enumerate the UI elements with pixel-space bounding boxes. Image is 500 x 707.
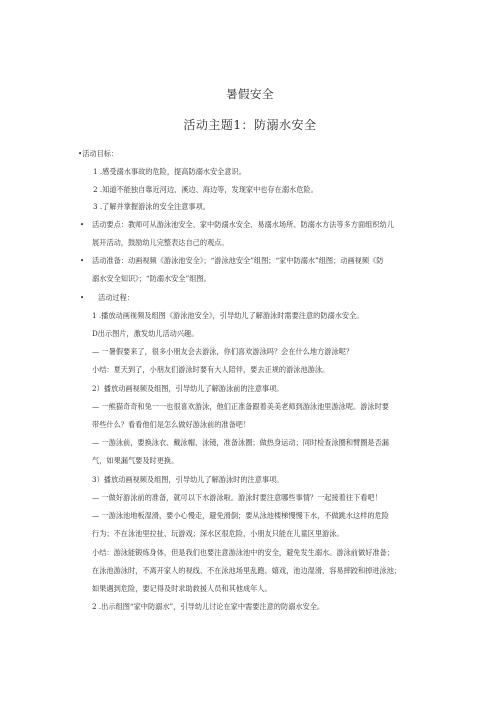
summary-line-1: 小结：游泳能锻炼身体，但是我们也要注意游泳池中的安全，避免发生溺水。游泳前做好准备； xyxy=(92,548,394,557)
objectives-label: •活动目标： xyxy=(78,149,119,158)
summary-line: 小结：夏天到了，小朋友们游泳时要有大人陪伴，要去正规的游泳池游泳。 xyxy=(92,365,330,374)
summary-line-2: 在泳池游泳时，不离开家人的视线、不在泳池场里乱跑、嬉戏，池边湿滑，容易摔跤和掉进泳池； xyxy=(92,566,402,575)
process-step-home: 2 .出示组图“家中防溺水”，引导幼儿讨论在家中需要注意的防溺水安全。 xyxy=(92,602,325,611)
dialogue-line: — 一熊猫奇奇和兔一一也很喜欢游泳，他们正准备跟着美美老师到游泳池里游泳呢。游泳时要 xyxy=(92,402,389,411)
dialogue-line-cont: 气，如果漏气要及时更换。 xyxy=(92,456,179,465)
process-step-1-sub: D出示图片，激发幼儿活动兴趣。 xyxy=(92,329,199,338)
key-points-line-1: 活动要点：教师可从游泳池安全、家中防溺水安全、易溺水场所、防溺水方法等多方面组织幼儿 xyxy=(92,220,394,229)
objective-2: 2 .知道不能独自靠近河边、溪边、海边等，发现家中也存在溺水危险。 xyxy=(93,185,318,194)
dialogue-line-cont: 行为；不在泳池里拉扯、玩游戏；深水区很危险，小朋友只能在儿童区里游泳。 xyxy=(92,529,344,538)
bullet-mark: • xyxy=(80,294,85,302)
document-title: 暑假安全 xyxy=(226,87,274,101)
process-step-2: 2）播放动画视频及组图，引导幼儿了解游泳前的注意事项。 xyxy=(92,384,284,393)
process-step-1: 1 .播放动画视频及组图《游泳池安全》，引导幼儿了解游泳时需要注意的防溺水安全。 xyxy=(92,311,364,320)
process-label: 活动过程： xyxy=(98,293,134,302)
activity-theme-heading: 活动主题1：防溺水安全 xyxy=(183,118,317,132)
objective-1: 1 .感受溺水事故的危险，提高防溺水安全意识。 xyxy=(93,167,246,176)
bullet-mark: • xyxy=(80,221,85,229)
dialogue-line-cont: 带些什么？看看他们是怎么做好游泳前的准备吧！ xyxy=(92,420,251,429)
dialogue-line: — 一暑假要来了，很多小朋友会去游泳，你们喜欢游泳吗？会在什么地方游泳呢？ xyxy=(92,347,354,356)
objective-3: 3 .了解并掌握游泳的安全注意事项。 xyxy=(93,202,210,211)
dialogue-line: — 一做好游泳前的准备，就可以下水游泳啦。游泳时要注意哪些事情？一起接着往下看吧！ xyxy=(92,493,382,502)
dialogue-line: — 一游泳前，要换泳衣、戴泳帽、泳镜，准备泳圈；做热身运动；同时检查泳圈和臂圈是否漏 xyxy=(92,438,389,447)
preparation-line-1: 活动准备：动画视频《游泳池安全》；“游泳池安全”组图；“家中防溺水”组图；动画视频《防 xyxy=(92,256,384,265)
summary-line-3: 如果遇到危险，要记得及时求助救援人员和其他成年人。 xyxy=(92,584,272,593)
process-step-3: 3）播放动画视频及组图，引导幼儿了解游泳时的注意事项。 xyxy=(92,475,284,484)
key-points-line-2: 展开活动，鼓励幼儿完整表达自己的观点。 xyxy=(92,238,229,247)
preparation-line-2: 溺水安全知识》；“防溺水安全”组图。 xyxy=(92,274,211,283)
bullet-mark: • xyxy=(80,257,85,265)
dialogue-line: — 一游泳池地板湿滑，要小心慢走，避免滑倒；要从泳池楼梯慢慢下水，不做跳水这样的危险 xyxy=(92,511,389,520)
